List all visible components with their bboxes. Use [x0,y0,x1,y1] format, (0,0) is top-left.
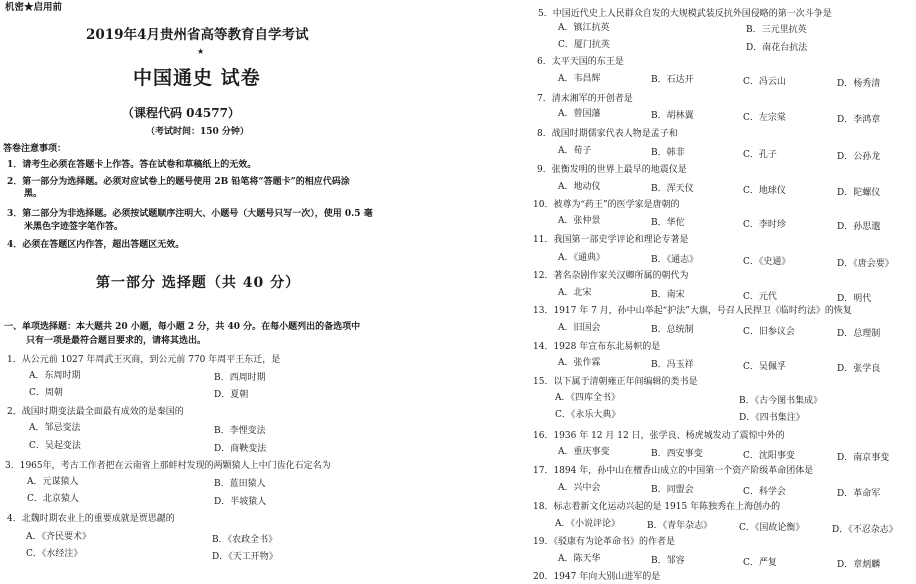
option-d: D．孙思邈 [837,222,881,232]
star-mark: ★ [197,47,205,56]
question-stem: 20．1947 年向大别山进军的是 [533,572,661,582]
option-c: C．元代 [743,292,777,302]
option-c: C．《永乐大典》 [555,410,621,420]
question-stem: 19．《驳康有为论革命书》的作者是 [533,537,675,547]
option-a: A．重庆事变 [558,447,610,457]
option-a: A．元谋猿人 [27,477,79,487]
option-d: D．夏朝 [214,390,249,400]
question-stem: 8．战国时期儒家代表人物是孟子和 [537,129,678,139]
option-d: D．总理制 [837,329,881,339]
question-stem: 12．著名杂剧作家关汉卿所属的朝代为 [533,271,689,281]
option-a: A．兴中会 [558,483,601,493]
note-line: 1．请考生必须在答题卡上作答。答在试卷和草稿纸上的无效。 [7,160,257,170]
question-stem: 11．我国第一部史学评论和理论专著是 [533,235,689,245]
option-a: A．《通典》 [558,253,605,263]
question-stem: 3．1965年，考古工作者把在云南省上那蚌村发现的两颗猿人上中门齿化石定名为 [5,461,331,471]
option-a: A．张作霖 [558,358,601,368]
option-b: B．蓝田猿人 [214,479,266,489]
option-c: C．孔子 [743,150,777,160]
section-instructions: 一、单项选择题：本大题共 20 小题，每小题 2 分，共 40 分。在每小题列出的备选项中 [4,322,361,332]
option-a: A．陈天华 [558,554,601,564]
part1-title: 第一部分 选择题（共 40 分） [96,275,301,291]
question-stem: 9．张衡发明的世界上最早的地震仪是 [537,165,687,175]
option-c: C．周朝 [29,388,63,398]
option-d: D．章炳麟 [837,560,881,570]
option-a: A．曾国藩 [558,109,601,119]
option-c: C．沈阳事变 [743,451,795,461]
option-b: B．韩非 [651,148,685,158]
option-a: A．《小说评论》 [555,519,620,529]
option-b: B．同盟会 [651,485,694,495]
option-d: D．革命军 [837,489,881,499]
option-d: D．半坡猿人 [214,497,267,507]
option-a: A．韦昌辉 [558,74,601,84]
option-b: B．浑天仪 [651,184,694,194]
option-a: A．邹忌变法 [29,423,81,433]
option-c: C．《水经注》 [26,549,83,559]
option-b: B．西周时期 [214,373,266,383]
confidential-mark: 机密★启用前 [5,2,63,13]
question-stem: 5．中国近代史上人民群众自发的大规模武装反抗外国侵略的第一次斗争是 [538,9,832,19]
option-d: D．杨秀清 [837,79,881,89]
note-line: 3．第二部分为非选择题。必须按试题顺序注明大、小题号（大题号只写一次），使用 0.5 毫 [7,209,373,219]
option-b: B．胡林翼 [651,111,694,121]
option-c: C．吴佩孚 [743,362,786,372]
option-d: D．南花台抗法 [746,43,808,53]
option-b: B．《通志》 [651,255,699,265]
exam-name: 2019年4月贵州省高等教育自学考试 [86,27,309,43]
option-d: D．李鸿章 [837,115,881,125]
option-c: C．厦门抗英 [558,40,610,50]
notes-title: 答卷注意事项： [3,144,67,154]
question-stem: 15．以下属于清朝雍正年间编辑的类书是 [533,377,698,387]
option-d: D．明代 [837,294,872,304]
question-stem: 13．1917 年 7 月，孙中山举起“护法”大旗，号召人民捍卫《临时约法》的恢复 [533,306,852,316]
option-b: B．《青年杂志》 [647,521,713,531]
option-a: A．《齐民要术》 [26,532,91,542]
option-a: A．《四库全书》 [555,393,620,403]
note-line: 米黑色字迹签字笔作答。 [24,222,124,232]
option-b: B．南宋 [651,290,685,300]
note-line: 4．必须在答题区内作答，超出答题区无效。 [7,240,185,250]
option-d: D．《不忍杂志》 [832,525,898,535]
question-stem: 6．太平天国的东王是 [537,57,624,67]
option-d: D．公孙龙 [837,152,881,162]
option-c: C．旧参议会 [743,327,795,337]
option-b: B．李悝变法 [214,426,266,436]
exam-duration: （考试时间：150 分钟） [146,127,249,137]
option-a: A．北宋 [558,288,592,298]
option-d: D．商鞅变法 [214,444,267,454]
option-c: C．科学会 [743,487,786,497]
option-a: A．东周时期 [29,371,81,381]
question-stem: 14．1928 年宣布东北易帜的是 [533,342,661,352]
note-line: 黑。 [24,189,43,199]
option-b: B．《古今图书集成》 [739,396,823,406]
question-stem: 16．1936 年 12 月 12 日，张学良、杨虎城发动了震惊中外的 [533,431,785,441]
option-c: C．左宗棠 [743,113,786,123]
option-a: A．地动仪 [558,182,601,192]
option-d: D．《唐会要》 [837,259,894,269]
option-b: B．三元里抗英 [746,25,807,35]
question-stem: 2．战国时期变法最全面最有成效的是秦国的 [7,407,184,417]
option-a: A．镇江抗英 [558,23,610,33]
option-b: B．邹容 [651,556,685,566]
option-b: B．华佗 [651,218,685,228]
option-d: D．张学良 [837,364,881,374]
option-c: C．《国故论衡》 [739,523,805,533]
option-c: C．李时珍 [743,220,786,230]
question-stem: 1．从公元前 1027 年周武王灭商，到公元前 770 年周平王东迁，是 [7,355,281,365]
option-b: B．石达开 [651,75,694,85]
section-instructions: 只有一项是最符合题目要求的，请将其选出。 [26,336,207,346]
question-stem: 4．北魏时期农业上的重要成就是贾思勰的 [7,514,175,524]
option-c: C．地球仪 [743,186,786,196]
option-a: A．荀子 [558,146,592,156]
option-c: C．北京猿人 [27,494,79,504]
option-c: C．冯云山 [743,77,786,87]
option-a: A．张仲景 [558,216,601,226]
option-d: D．陀螺仪 [837,188,881,198]
question-stem: 17．1894 年，孙中山在檀香山成立的中国第一个资产阶级革命团体是 [533,466,814,476]
question-stem: 10．被尊为“药王”的医学家是唐朝的 [533,200,680,210]
note-line: 2．第一部分为选择题。必须对应试卷上的题号使用 2B 铅笔将“答题卡”的相应代码涂 [7,177,350,187]
option-b: B．冯玉祥 [651,360,694,370]
question-stem: 18．标志着新文化运动兴起的是 1915 年陈独秀在上海创办的 [533,502,781,512]
course-code: （课程代码 04577） [122,106,240,120]
option-c: C．吴起变法 [29,441,81,451]
option-c: C．严复 [743,558,777,568]
option-d: D．《四书集注》 [739,413,805,423]
option-b: B．《农政全书》 [212,535,278,545]
option-d: D．南京事变 [837,453,890,463]
option-a: A．旧国会 [558,323,601,333]
paper-title: 中国通史 试卷 [133,67,261,89]
option-d: D．《天工开物》 [212,552,278,562]
option-c: C．《史通》 [743,257,791,267]
option-b: B．西安事变 [651,449,703,459]
question-stem: 7．清末湘军的开创者是 [537,94,633,104]
option-b: B．总统制 [651,325,694,335]
